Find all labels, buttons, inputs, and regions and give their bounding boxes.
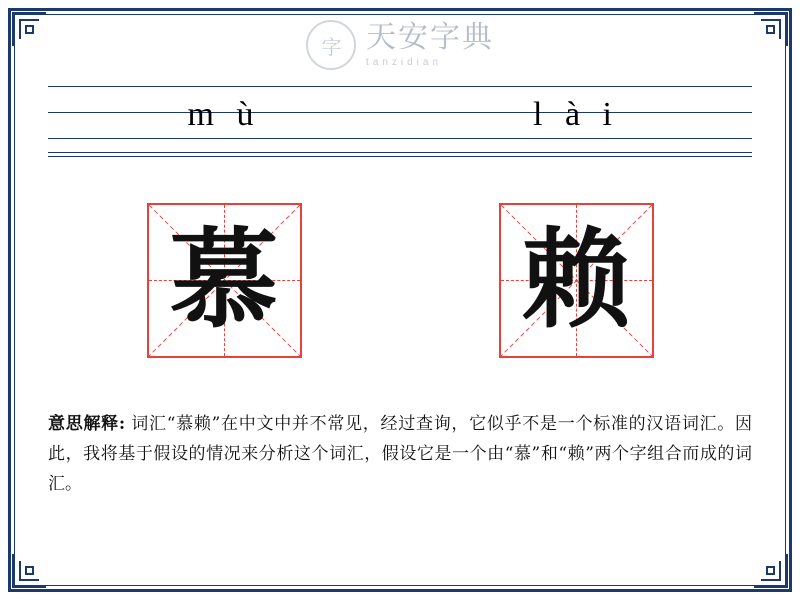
character-cell-2 xyxy=(400,200,752,360)
tianzige-grid-1 xyxy=(147,203,302,358)
character-glyph-1: 慕 xyxy=(169,217,278,343)
site-subtitle: tanzidian xyxy=(366,56,443,68)
character-cell-1 xyxy=(48,200,400,360)
seal-stamp-icon xyxy=(306,20,356,70)
staff-line-4 xyxy=(48,152,752,153)
pinyin-row xyxy=(48,86,752,138)
staff-line-5 xyxy=(48,156,752,157)
character-glyph-2: 赖 xyxy=(521,217,630,343)
staff-line-3 xyxy=(48,138,752,139)
site-title: 天安字典 xyxy=(366,20,494,54)
tianzige-grid-2 xyxy=(499,203,654,358)
corner-ornament-bottom-left xyxy=(12,554,46,588)
explanation-block xyxy=(48,410,752,499)
branding-text xyxy=(366,20,494,68)
seal-stamp-text: 字 xyxy=(321,36,341,59)
pinyin-staff xyxy=(48,86,752,166)
pinyin-syllable-2: l à i xyxy=(533,96,619,133)
character-row xyxy=(48,200,752,360)
explanation-text: 词汇“慕赖”在中文中并不常见，经过查询，它似乎不是一个标准的汉语词汇。因此，我将基于假设的情况来分析这个词汇，假设它是一个由“慕”和“赖”两个字组合而成的词汇。 xyxy=(48,414,752,494)
site-branding xyxy=(0,14,800,76)
explanation-label: 意思解释: xyxy=(48,414,126,434)
pinyin-syllable-1: m ù xyxy=(187,96,261,133)
corner-ornament-bottom-right xyxy=(754,554,788,588)
